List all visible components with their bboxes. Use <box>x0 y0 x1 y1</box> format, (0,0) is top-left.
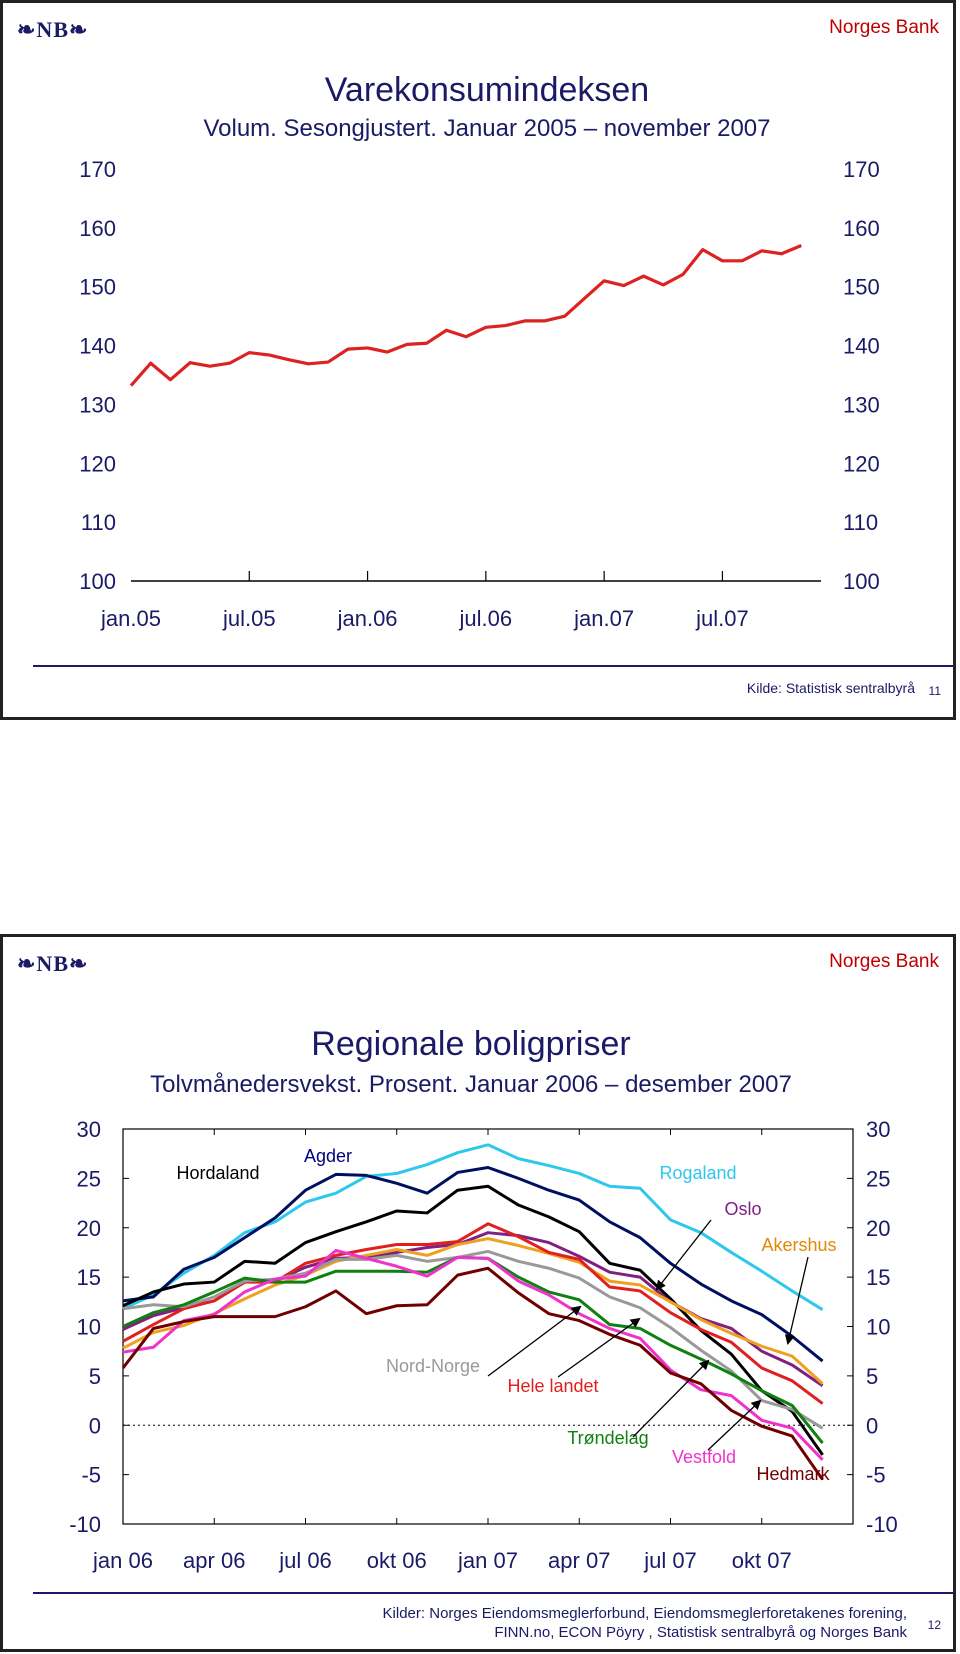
page-number: 12 <box>927 1618 941 1632</box>
brand-name: Norges Bank <box>829 951 939 972</box>
x-tick-label: okt 06 <box>366 1548 427 1573</box>
y-tick-label-right: 120 <box>843 451 880 477</box>
y-tick-label-left: 140 <box>79 333 116 359</box>
y-tick-label-left: -10 <box>69 1512 101 1537</box>
annotation-label: Trøndelag <box>567 1428 649 1448</box>
y-tick-label-right: 110 <box>843 510 879 536</box>
y-tick-label-left: 20 <box>76 1215 101 1241</box>
x-tick-label: jul 07 <box>644 1548 697 1573</box>
y-tick-label-right: 15 <box>866 1265 891 1291</box>
series-line-trondelag <box>123 1257 823 1443</box>
x-tick-label: okt 07 <box>731 1548 792 1573</box>
annotation-label: Hedmark <box>756 1464 830 1484</box>
y-tick-label-right: 100 <box>843 569 880 594</box>
y-tick-label-left: 15 <box>76 1265 101 1291</box>
y-tick-label-left: 110 <box>80 510 116 536</box>
house-price-chart <box>3 937 953 1649</box>
y-tick-label-left: 5 <box>88 1363 101 1389</box>
y-tick-label-left: 170 <box>79 157 116 182</box>
y-tick-label-right: 130 <box>843 392 880 418</box>
chart-subtitle: Volum. Sesongjustert. Januar 2005 – november 2007 <box>203 115 771 142</box>
annotation-label: Vestfold <box>671 1447 737 1467</box>
y-tick-label-right: 10 <box>866 1314 891 1340</box>
x-tick-label: apr 06 <box>183 1548 246 1573</box>
annotation-label: Rogaland <box>659 1163 737 1183</box>
y-tick-label-right: 25 <box>866 1166 891 1192</box>
x-tick-label: jul.06 <box>459 606 513 631</box>
consumption-index-chart <box>3 3 953 717</box>
x-tick-label: jul.07 <box>696 606 749 631</box>
y-tick-label-right: 0 <box>866 1413 879 1439</box>
y-tick-label-right: 160 <box>843 215 880 241</box>
series-line-hele-landet <box>123 1224 823 1404</box>
y-tick-label-right: 20 <box>866 1215 891 1241</box>
y-tick-label-right: 140 <box>843 333 880 359</box>
annotation-label: Akershus <box>761 1235 837 1255</box>
annotation-arrow <box>657 1220 711 1289</box>
y-tick-label-left: 150 <box>79 274 116 300</box>
x-tick-label: jan.06 <box>337 606 398 631</box>
slide-regional-house-prices <box>0 934 956 1652</box>
y-tick-label-right: 30 <box>866 1117 891 1142</box>
annotation-label: Agder <box>303 1146 353 1166</box>
series-line-consumption <box>131 246 801 386</box>
y-tick-label-right: 170 <box>843 157 880 182</box>
series-line-hordaland <box>123 1186 823 1455</box>
page-number: 11 <box>928 684 941 698</box>
slide-consumption-index <box>0 0 956 720</box>
y-tick-label-right: 5 <box>866 1363 879 1389</box>
chart-title: Regionale boligpriser <box>311 1025 631 1063</box>
x-tick-label: jan 07 <box>458 1548 518 1573</box>
annotation-label: Nord-Norge <box>385 1356 481 1376</box>
source-text: Kilde: Statistisk sentralbyrå <box>746 680 915 696</box>
chart-title: Varekonsumindeksen <box>324 71 650 109</box>
norges-bank-logo: ❧NB❧ <box>17 951 89 976</box>
annotation-label: Hordaland <box>176 1163 260 1183</box>
x-tick-label: jan.05 <box>101 606 161 631</box>
annotation-arrow <box>708 1401 760 1450</box>
y-tick-label-left: 25 <box>76 1166 101 1192</box>
y-tick-label-right: 150 <box>843 274 880 300</box>
series-line-nord-norge <box>123 1251 823 1428</box>
source-text-line-1: Kilder: Norges Eiendomsmeglerforbund, Eiendomsmeglerforetakenes forening, <box>382 1605 907 1622</box>
y-tick-label-left: 0 <box>88 1413 101 1439</box>
x-tick-label: jan.07 <box>574 606 635 631</box>
y-tick-label-left: 120 <box>79 451 116 477</box>
y-tick-label-left: 30 <box>76 1117 101 1142</box>
y-tick-label-left: 160 <box>79 215 116 241</box>
y-tick-label-left: 10 <box>76 1314 101 1340</box>
norges-bank-logo: ❧NB❧ <box>17 17 89 42</box>
annotation-label: Hele landet <box>507 1376 599 1396</box>
source-text-line-2: FINN.no, ECON Pöyry , Statistisk sentralbyrå og Norges Bank <box>494 1624 907 1641</box>
x-tick-label: jul 06 <box>279 1548 332 1573</box>
y-tick-label-right: -10 <box>866 1512 898 1537</box>
x-tick-label: apr 07 <box>548 1548 611 1573</box>
brand-name: Norges Bank <box>829 17 939 38</box>
chart-subtitle: Tolvmånedersvekst. Prosent. Januar 2006 – desember 2007 <box>150 1071 792 1098</box>
y-tick-label-left: 130 <box>79 392 116 418</box>
annotation-label: Oslo <box>724 1199 762 1219</box>
y-tick-label-left: 100 <box>79 569 116 594</box>
annotation-arrow <box>488 1307 580 1376</box>
plot-frame <box>123 1129 853 1524</box>
series-line-agder <box>123 1168 823 1362</box>
y-tick-label-left: -5 <box>81 1462 101 1488</box>
x-tick-label: jan 06 <box>93 1548 153 1573</box>
y-tick-label-right: -5 <box>866 1462 886 1488</box>
x-tick-label: jul.05 <box>222 606 276 631</box>
